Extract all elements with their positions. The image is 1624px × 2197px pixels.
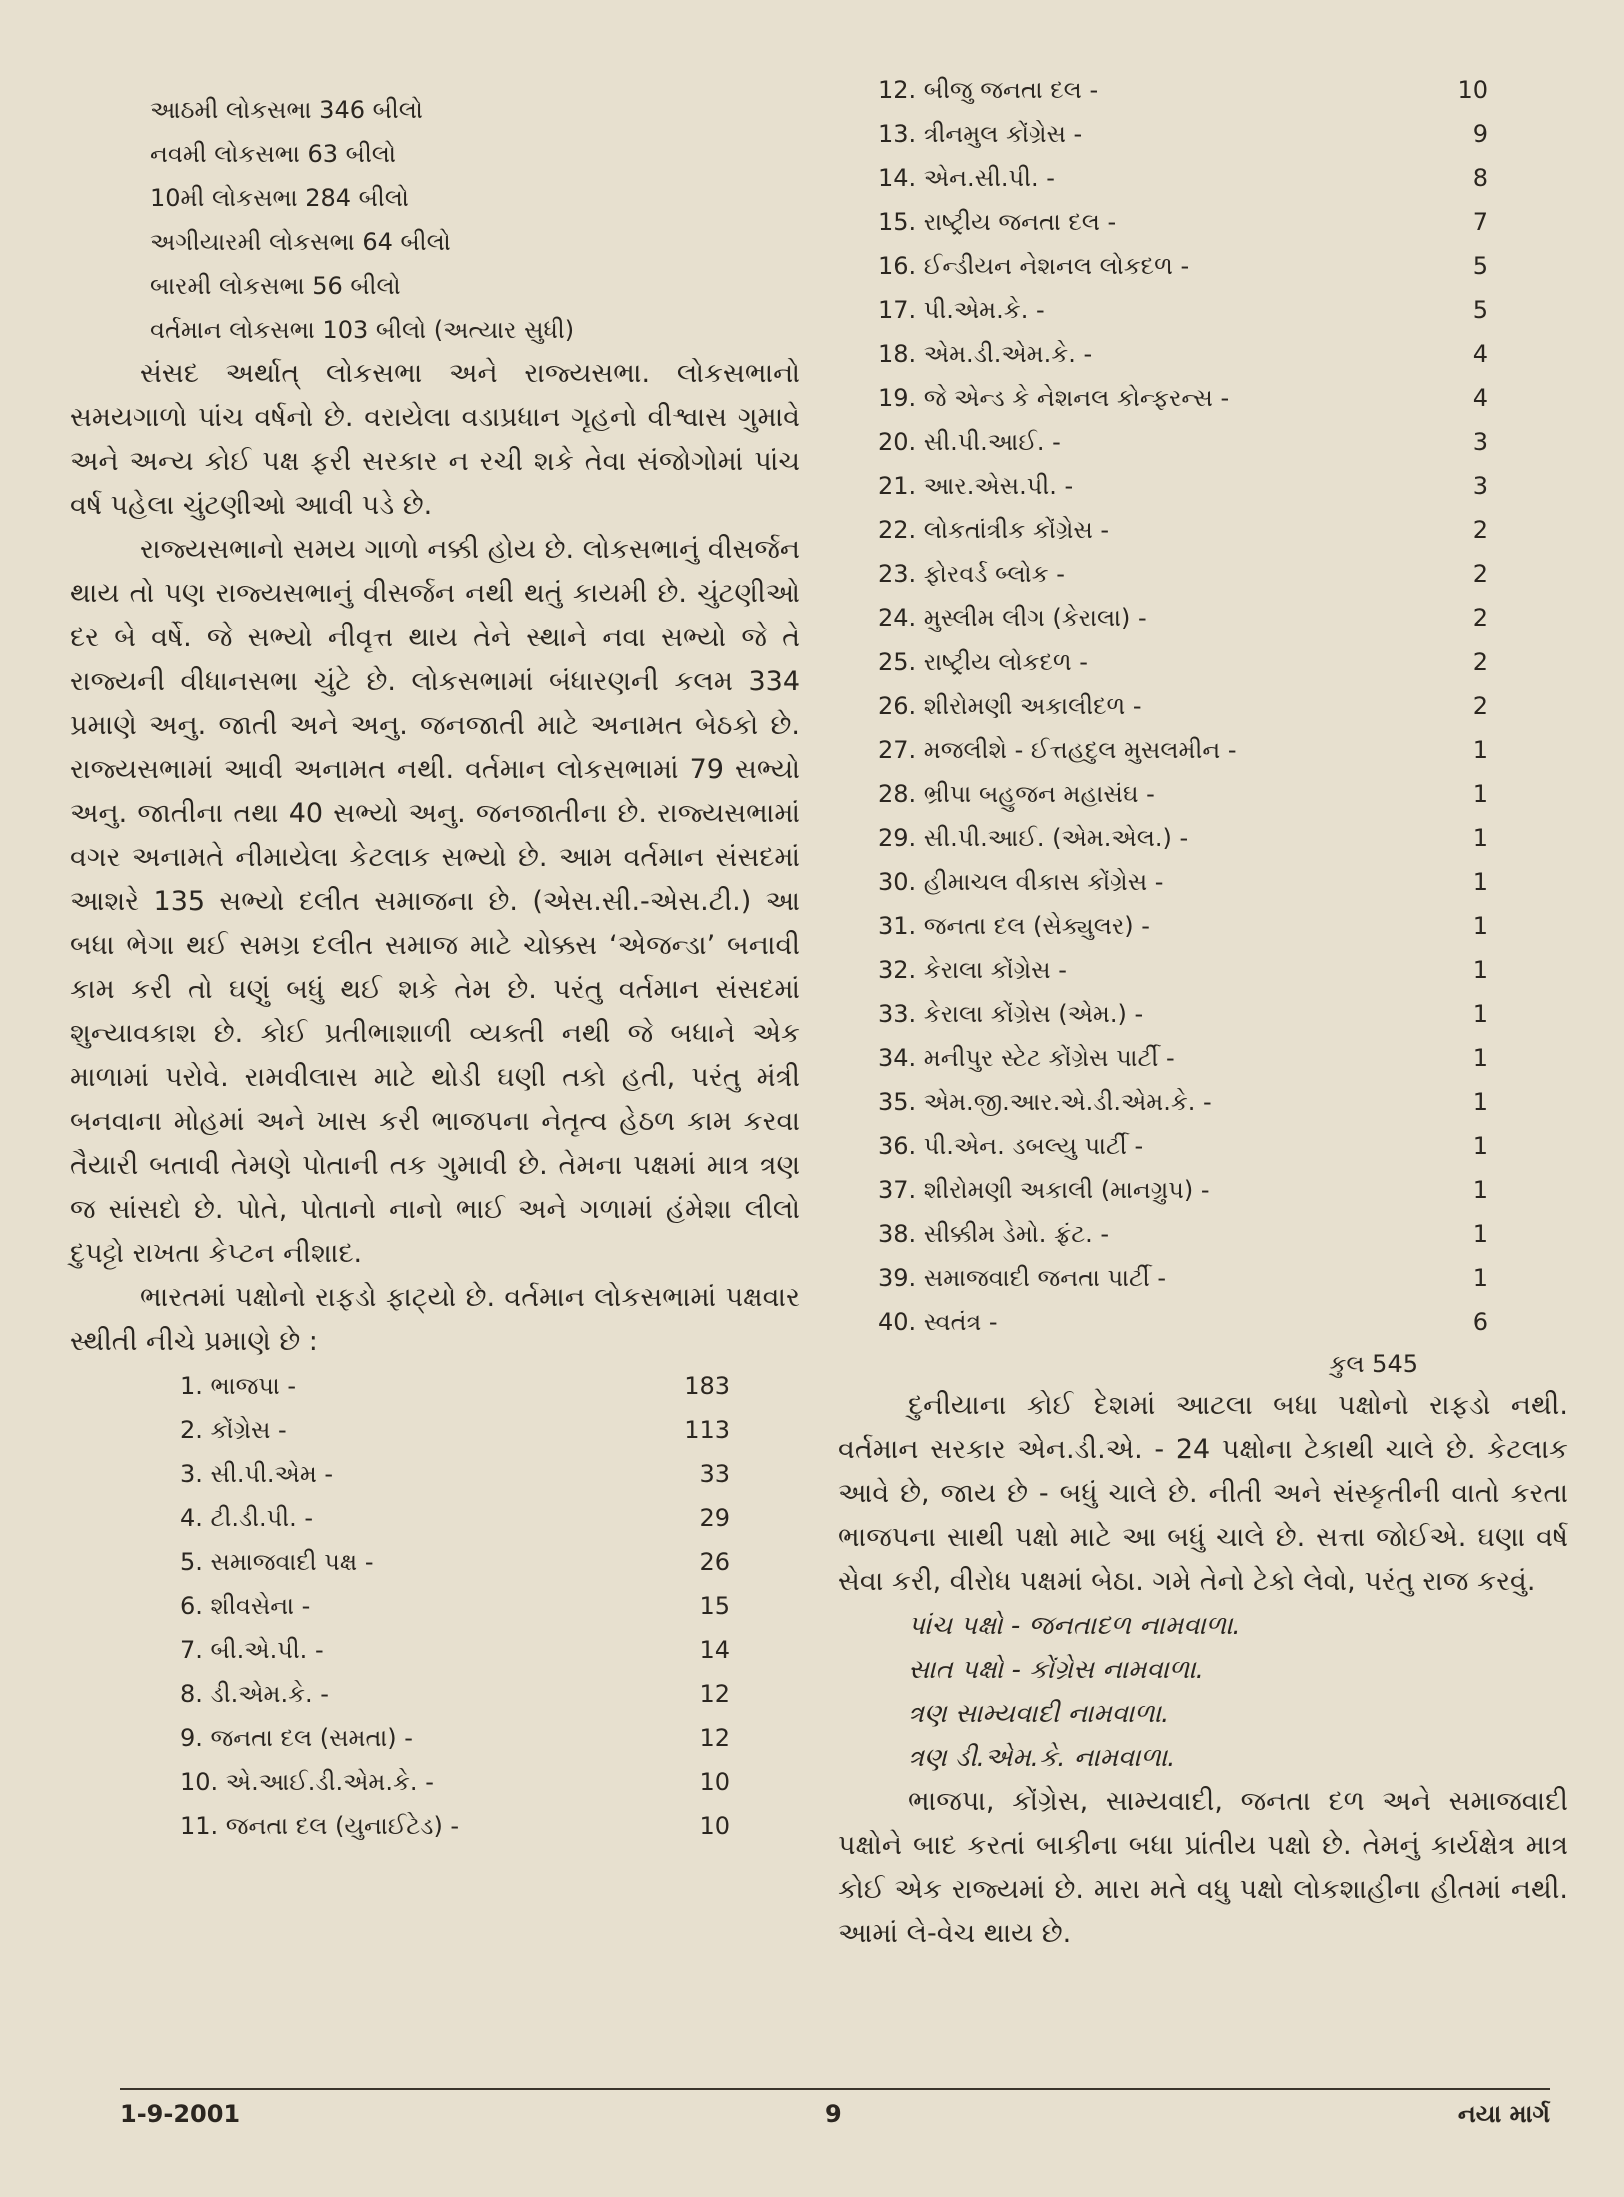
- party-name: 11. જનતા દલ (યુનાઈટેડ) -: [180, 1812, 460, 1840]
- paragraph: દુનીયાના કોઈ દેશમાં આટલા બધા પક્ષોનો રાફડો નથી. વર્તમાન સરકાર એન.ડી.એ. - 24 પક્ષોના ટેકાથી ચાલે છે. કેટલાક આવે છે, જાય છે - બધું ચાલે છે. નીતી અને સંસ્કૃતીની વાતો કરતા ભાજપના સાથી પક્ષો માટે આ બધું ચાલે છે. સત્તા જોઈએ. ઘણા વર્ષ સેવા કરી, વીરોધ પક્ષમાં બેઠા. ગમે તેનો ટેકો લેવો, પરંતુ રાજ કરવું.: [838, 1390, 1568, 1597]
- party-seats: 8: [1472, 164, 1488, 192]
- party-seats: 1: [1472, 956, 1488, 984]
- party-name: 25. રાષ્ટ્રીય લોકદળ -: [878, 648, 1088, 676]
- party-seats: 5: [1472, 252, 1488, 280]
- party-name: 35. એમ.જી.આર.એ.ડી.એમ.કે. -: [878, 1088, 1212, 1116]
- party-seats: 1: [1472, 824, 1488, 852]
- party-row: [70, 1364, 800, 1408]
- party-row: [70, 1716, 800, 1760]
- paragraph: રાજ્યસભાનો સમય ગાળો નક્કી હોય છે. લોકસભાનું વીસર્જન થાય તો પણ રાજ્યસભાનું વીસર્જન નથી થતું કાયમી છે. ચુંટણીઓ દર બે વર્ષે. જે સભ્યો નીવૃત્ત થાય તેને સ્થાને નવા સભ્યો જે તે રાજ્યની વીધાનસભા ચુંટે છે. લોકસભામાં બંધારણની કલમ 334 પ્રમાણે અનુ. જાતી અને અનુ. જનજાતી માટે અનામત બેઠકો છે. રાજ્યસભામાં આવી અનામત નથી. વર્તમાન લોકસભામાં 79 સભ્યો અનુ. જાતીના તથા 40 સભ્યો અનુ. જનજાતીના છે. રાજ્યસભામાં વગર અનામતે નીમાયેલા કેટલાક સભ્યો છે. આમ વર્તમાન સંસદમાં આશરે 135 સભ્યો દલીત સમાજના છે. (એસ.સી.-એસ.ટી.) આ બધા ભેગા થઈ સમગ્ર દલીત સમાજ માટે ચોક્કસ ‘એજન્ડા’ બનાવી કામ કરી તો ઘણું બધું થઈ શકે તેમ છે. પરંતુ વર્તમાન સંસદમાં શુન્યાવકાશ છે. કોઈ પ્રતીભાશાળી વ્યક્તી નથી જે બધાને એક માળામાં પરોવે. રામવીલાસ માટે થોડી ઘણી તકો હતી, પરંતુ મંત્રી બનવાના મોહમાં અને ખાસ કરી ભાજપના નેતૃત્વ હેઠળ કામ કરવા તૈયારી બતાવી તેમણે પોતાની તક ગુમાવી છે. તેમના પક્ષમાં માત્ર ત્રણ જ સાંસદો છે. પોતે, પોતાનો નાનો ભાઈ અને ગળામાં હંમેશા લીલો દુપટ્ટો રાખતા કેપ્ટન નીશાદ.: [70, 534, 800, 1269]
- party-name: 29. સી.પી.આઈ. (એમ.એલ.) -: [878, 824, 1189, 852]
- party-row: [838, 816, 1568, 860]
- party-row: [838, 332, 1568, 376]
- party-list-left: [70, 1364, 800, 1848]
- footer: [120, 2100, 1550, 2140]
- party-row: [838, 904, 1568, 948]
- party-name: 2. કોંગ્રેસ -: [180, 1416, 287, 1444]
- party-seats: 14: [699, 1636, 730, 1664]
- party-name: 19. જે એન્ડ કે નેશનલ કોન્ફરન્સ -: [878, 384, 1230, 412]
- party-name: 27. મજલીશે - ઈત્તહદુલ મુસલમીન -: [878, 736, 1237, 764]
- stat-line: બારમી લોકસભા 56 બીલો: [150, 272, 401, 300]
- party-seats: 4: [1472, 340, 1488, 368]
- party-name: 12. બીજુ જનતા દલ -: [878, 76, 1099, 104]
- party-seats: 3: [1472, 428, 1488, 456]
- party-seats: 183: [684, 1372, 730, 1400]
- total-seats: કુલ 545: [1329, 1350, 1418, 1378]
- party-name: 10. એ.આઈ.ડી.એમ.કે. -: [180, 1768, 434, 1796]
- party-name: 6. શીવસેના -: [180, 1592, 311, 1620]
- party-seats: 2: [1472, 692, 1488, 720]
- party-seats: 9: [1472, 120, 1488, 148]
- party-row: [838, 420, 1568, 464]
- party-row: [838, 288, 1568, 332]
- party-name: 16. ઈન્ડીયન નેશનલ લોકદળ -: [878, 252, 1190, 280]
- party-row: [838, 992, 1568, 1036]
- party-row: [838, 112, 1568, 156]
- paragraph: ભાજપા, કોંગ્રેસ, સામ્યવાદી, જનતા દળ અને સમાજવાદી પક્ષોને બાદ કરતાં બાકીના બધા પ્રાંતીય પક્ષો છે. તેમનું કાર્યક્ષેત્ર માત્ર કોઈ એક રાજ્યમાં છે. મારા મતે વધુ પક્ષો લોકશાહીના હીતમાં નથી. આમાં લે-વેચ થાય છે.: [838, 1786, 1568, 1949]
- party-name: 3. સી.પી.એમ -: [180, 1460, 334, 1488]
- party-seats: 2: [1472, 516, 1488, 544]
- party-seats: 1: [1472, 868, 1488, 896]
- party-seats: 4: [1472, 384, 1488, 412]
- party-name: 26. શીરોમણી અકાલીદળ -: [878, 692, 1142, 720]
- party-seats: 1: [1472, 736, 1488, 764]
- party-row: [838, 1080, 1568, 1124]
- italic-line: સાત પક્ષો - કોંગ્રેસ નામવાળા.: [908, 1655, 1204, 1685]
- party-seats: 1: [1472, 1132, 1488, 1160]
- party-row: [838, 156, 1568, 200]
- party-name: 28. ભ્રીપા બહુજન મહાસંઘ -: [878, 780, 1155, 808]
- party-row: [70, 1804, 800, 1848]
- party-row: [838, 508, 1568, 552]
- party-name: 21. આર.એસ.પી. -: [878, 472, 1074, 500]
- party-seats: 10: [699, 1768, 730, 1796]
- party-seats: 33: [699, 1460, 730, 1488]
- party-row: [838, 200, 1568, 244]
- party-row: [838, 464, 1568, 508]
- party-name: 32. કેરાલા કોંગ્રેસ -: [878, 956, 1067, 984]
- party-name: 23. ફોરવર્ડ બ્લોક -: [878, 560, 1065, 588]
- party-name: 33. કેરાલા કોંગ્રેસ (એમ.) -: [878, 1000, 1144, 1028]
- party-seats: 2: [1472, 648, 1488, 676]
- party-row: [70, 1628, 800, 1672]
- party-row: [838, 1168, 1568, 1212]
- party-seats: 1: [1472, 1176, 1488, 1204]
- party-row: [838, 552, 1568, 596]
- party-name: 17. પી.એમ.કે. -: [878, 296, 1045, 324]
- party-name: 15. રાષ્ટ્રીય જનતા દલ -: [878, 208, 1117, 236]
- party-name: 5. સમાજવાદી પક્ષ -: [180, 1548, 374, 1576]
- page-number: 9: [825, 2100, 842, 2128]
- left-column: [70, 88, 800, 1848]
- party-row: [70, 1496, 800, 1540]
- magazine-name: નયા માર્ગ: [1457, 2100, 1550, 2128]
- paragraph: સંસદ અર્થાત્ લોકસભા અને રાજ્યસભા. લોકસભાનો સમયગાળો પાંચ વર્ષનો છે. વરાયેલા વડાપ્રધાન ગૃહનો વીશ્વાસ ગુમાવે અને અન્ય કોઈ પક્ષ ફરી સરકાર ન રચી શકે તેવા સંજોગોમાં પાંચ વર્ષ પહેલા ચુંટણીઓ આવી પડે છે.: [70, 358, 800, 521]
- party-name: 20. સી.પી.આઈ. -: [878, 428, 1061, 456]
- party-row: [70, 1452, 800, 1496]
- party-seats: 12: [699, 1724, 730, 1752]
- party-seats: 10: [699, 1812, 730, 1840]
- party-seats: 1: [1472, 1220, 1488, 1248]
- party-row: [838, 596, 1568, 640]
- party-seats: 15: [699, 1592, 730, 1620]
- italic-line: ત્રણ સામ્યવાદી નામવાળા.: [908, 1699, 1170, 1729]
- party-seats: 1: [1472, 1088, 1488, 1116]
- party-name: 18. એમ.ડી.એમ.કે. -: [878, 340, 1093, 368]
- stat-line: આઠમી લોકસભા 346 બીલો: [150, 96, 423, 124]
- party-seats: 3: [1472, 472, 1488, 500]
- party-name: 7. બી.એ.પી. -: [180, 1636, 324, 1664]
- party-row: [838, 68, 1568, 112]
- party-name: 24. મુસ્લીમ લીગ (કેરાલા) -: [878, 604, 1147, 632]
- paragraph: ભારતમાં પક્ષોનો રાફડો ફાટ્યો છે. વર્તમાન લોકસભામાં પક્ષવાર સ્થીતી નીચે પ્રમાણે છે :: [70, 1282, 800, 1357]
- party-name: 13. ત્રીનમુલ કોંગ્રેસ -: [878, 120, 1083, 148]
- party-row: [838, 728, 1568, 772]
- party-name: 36. પી.એન. ડબલ્યુ પાર્ટી -: [878, 1132, 1144, 1160]
- party-seats: 26: [699, 1548, 730, 1576]
- stat-line: વર્તમાન લોકસભા 103 બીલો (અત્યાર સુધી): [150, 316, 575, 344]
- party-name: 4. ટી.ડી.પી. -: [180, 1504, 314, 1532]
- party-row: [838, 1212, 1568, 1256]
- italic-line: ત્રણ ડી.એમ.કે. નામવાળા.: [908, 1743, 1176, 1773]
- party-seats: 10: [1457, 76, 1488, 104]
- party-seats: 1: [1472, 1264, 1488, 1292]
- party-row: [838, 684, 1568, 728]
- party-row: [838, 1036, 1568, 1080]
- italic-line: પાંચ પક્ષો - જનતાદળ નામવાળા.: [908, 1611, 1241, 1641]
- party-seats: 1: [1472, 1000, 1488, 1028]
- party-seats: 6: [1472, 1308, 1488, 1336]
- party-row: [838, 376, 1568, 420]
- party-seats: 113: [684, 1416, 730, 1444]
- party-seats: 12: [699, 1680, 730, 1708]
- party-seats: 1: [1472, 912, 1488, 940]
- party-name: 37. શીરોમણી અકાલી (માનગ્રુપ) -: [878, 1176, 1210, 1204]
- party-seats: 7: [1472, 208, 1488, 236]
- party-row: [838, 1300, 1568, 1344]
- party-name: 9. જનતા દલ (સમતા) -: [180, 1724, 413, 1752]
- party-row: [838, 948, 1568, 992]
- party-seats: 1: [1472, 780, 1488, 808]
- party-row: [70, 1584, 800, 1628]
- party-row: [70, 1760, 800, 1804]
- stat-line: અગીયારમી લોકસભા 64 બીલો: [150, 228, 451, 256]
- party-seats: 1: [1472, 1044, 1488, 1072]
- stat-line: 10મી લોકસભા 284 બીલો: [150, 184, 409, 212]
- party-row: [838, 640, 1568, 684]
- party-name: 1. ભાજપા -: [180, 1372, 297, 1400]
- party-row: [838, 772, 1568, 816]
- party-seats: 5: [1472, 296, 1488, 324]
- party-row: [838, 860, 1568, 904]
- party-row: [838, 1256, 1568, 1300]
- issue-date: 1-9-2001: [120, 2100, 241, 2128]
- party-name: 38. સીક્કીમ ડેમો. ફ્રંટ. -: [878, 1220, 1110, 1248]
- party-seats: 2: [1472, 604, 1488, 632]
- party-seats: 2: [1472, 560, 1488, 588]
- party-name: 34. મનીપુર સ્ટેટ કોંગ્રેસ પાર્ટી -: [878, 1044, 1175, 1072]
- party-list-right: [838, 68, 1568, 1344]
- bill-stats: [70, 88, 800, 352]
- stat-line: નવમી લોકસભા 63 બીલો: [150, 140, 396, 168]
- party-name: 22. લોકતાંત્રીક કોંગ્રેસ -: [878, 516, 1110, 544]
- party-name: 40. સ્વતંત્ર -: [878, 1308, 998, 1336]
- party-name: 39. સમાજવાદી જનતા પાર્ટી -: [878, 1264, 1167, 1292]
- party-name: 8. ડી.એમ.કે. -: [180, 1680, 329, 1708]
- party-row: [838, 1124, 1568, 1168]
- party-name: 30. હીમાચલ વીકાસ કોંગ્રેસ -: [878, 868, 1164, 896]
- party-row: [70, 1408, 800, 1452]
- party-row: [838, 244, 1568, 288]
- right-column: [838, 68, 1568, 1956]
- party-name: 31. જનતા દલ (સેક્યુલર) -: [878, 912, 1150, 940]
- party-row: [70, 1540, 800, 1584]
- party-row: [70, 1672, 800, 1716]
- footer-rule: [120, 2088, 1550, 2090]
- party-seats: 29: [699, 1504, 730, 1532]
- party-name: 14. એન.સી.પી. -: [878, 164, 1055, 192]
